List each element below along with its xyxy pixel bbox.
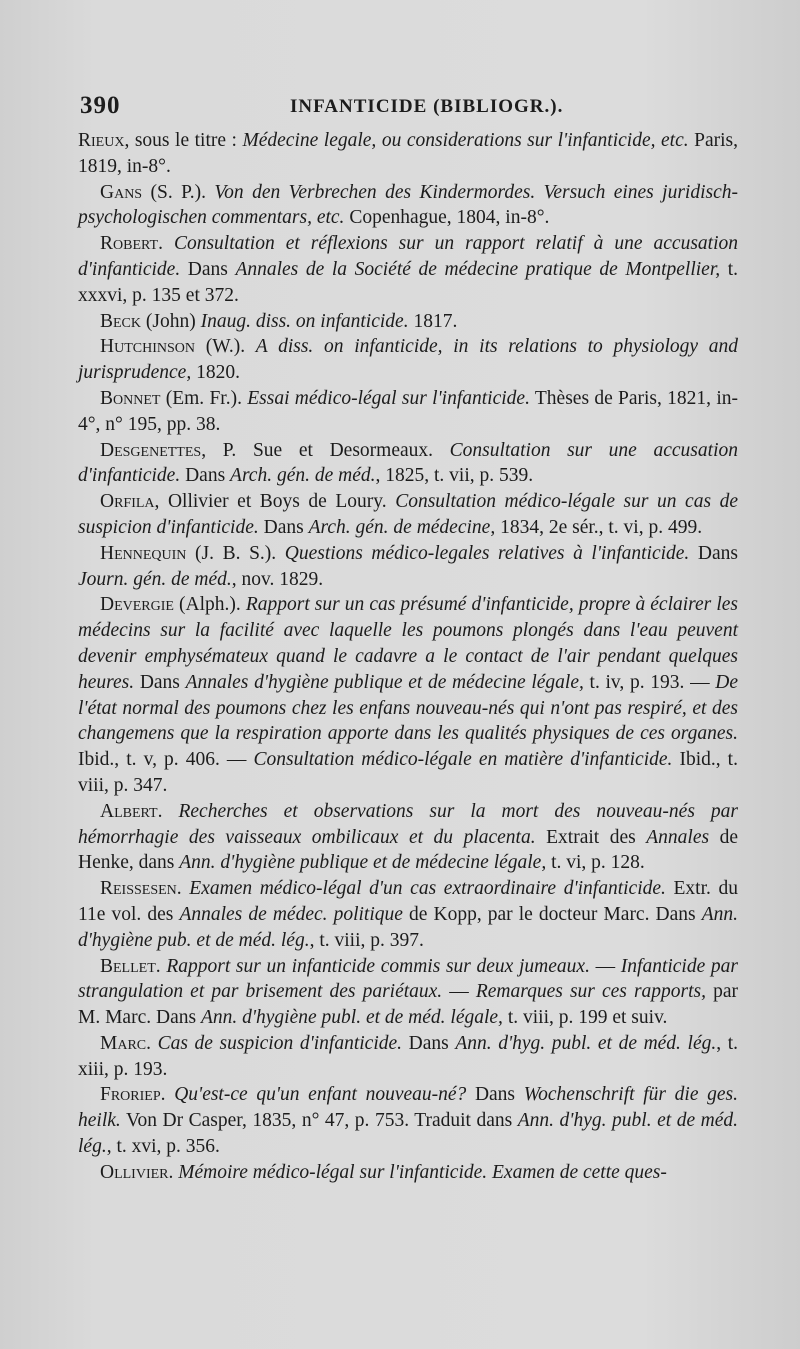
bibliography-entry — [78, 954, 738, 1031]
entry-text: 1820. — [191, 362, 240, 384]
entry-title-text: Remarques sur ces rapports, — [475, 981, 706, 1003]
entry-text: Copenhague, 1804, in-8°. — [344, 207, 550, 229]
entry-text: Ibid., t. viii, p. 347. — [78, 749, 738, 796]
entry-title-text: Arch. gén. de méd. — [230, 465, 376, 487]
entry-title-text: Journ. gén. de méd. — [78, 568, 232, 590]
entry-text: (S. P.). — [142, 181, 215, 203]
entry-text: t. vi, p. 128. — [546, 852, 645, 874]
entry-text: , t. xvi, p. 356. — [106, 1136, 220, 1158]
entry-author: Bonnet — [100, 387, 161, 409]
entry-title-text: Questions médico-legales relatives à l'infanticide. — [284, 542, 690, 564]
entry-text: , t. xiii, p. 193. — [78, 1032, 739, 1080]
bibliography-entry — [78, 231, 738, 308]
entry-title-text: Ann. d'hygiène publique et de médecine légale, — [179, 852, 547, 874]
bibliography-entry — [78, 334, 738, 386]
entry-text: Dans — [466, 1084, 524, 1106]
entry-text: t. iv, p. 193. — — [583, 671, 716, 693]
entry-title-text: Inaug. diss. on infanticide. — [200, 310, 409, 332]
entry-title-text: Ann. d'hygiène pub. et de méd. lég. — [78, 903, 738, 951]
entry-text: . — [157, 800, 179, 822]
entry-text: Dans — [402, 1032, 456, 1054]
entry-author: Desgenettes — [100, 439, 202, 461]
entry-text: Extr. du 11e vol. des — [78, 878, 739, 925]
entry-text: , P. Sue et Desormeaux. — [201, 439, 450, 461]
entry-author: Devergie — [100, 594, 174, 616]
bibliography-entry — [78, 438, 738, 490]
entry-title-text: Consultation médico-légale en matière d'infanticide. — [253, 749, 673, 771]
entry-title-text: Cas de suspicion d'infanticide. — [157, 1032, 403, 1054]
entry-text: (Em. Fr.). — [160, 387, 248, 409]
entry-title-text: Infanticide par strangulation et par brisement des pariétaux. — [78, 955, 739, 1003]
entry-title-text: Essai médico-légal sur l'infanticide. — [247, 387, 530, 409]
bibliography-entry — [78, 876, 738, 953]
entry-author: Gans — [100, 181, 143, 203]
entry-author: Orfila — [100, 491, 155, 513]
page-number: 390 — [80, 92, 121, 119]
bibliography-entry — [78, 541, 738, 593]
entry-text: Dans — [180, 258, 236, 280]
entry-author: Albert — [100, 800, 158, 822]
entry-author: Beck — [100, 310, 142, 332]
bibliography-entry — [78, 592, 738, 798]
entry-title-text: Annales de médec. politique — [179, 903, 403, 925]
entry-author: Ollivier — [100, 1161, 169, 1183]
bibliography-entry — [78, 1160, 738, 1186]
entry-text: t. xxxvi, p. 135 et 372. — [78, 258, 739, 306]
entry-text: de Kopp, par le docteur Marc. Dans — [402, 903, 702, 925]
entry-title-text: Consultation médico-légale sur un cas de suspicion d'infanticide. — [78, 491, 738, 538]
entry-text: de Henke, dans — [78, 826, 738, 874]
entry-author: Reissesen — [100, 878, 177, 900]
entry-text: , Ollivier et Boys de Loury. — [154, 491, 396, 513]
entry-title-text: Ann. d'hyg. publ. et de méd. lég. — [455, 1032, 717, 1054]
entry-text: . — [176, 878, 190, 900]
entry-text: , nov. 1829. — [231, 568, 324, 590]
entry-title-text: Ann. d'hygiène publ. et de méd. légale, — [200, 1007, 503, 1029]
entry-title-text: Annales d'hygiène publique et de médecine légale, — [185, 671, 584, 693]
entry-text: (J. B. S.). — [186, 542, 285, 564]
entry-text: Von Dr Casper, 1835, n° 47, p. 753. Traduit dans — [120, 1110, 518, 1132]
bibliography-entry — [78, 1082, 738, 1159]
entry-text: Dans — [689, 542, 738, 564]
entry-title-text: Médecine legale, ou considerations sur l'infanticide, etc. — [242, 130, 689, 151]
entry-title-text: De l'état normal des poumons chez les enfans nouveau-nés qui n'ont pas respiré, et des changemens que la respiration apporte dans les qualités physiques de ces organes. — [78, 671, 738, 745]
entry-title-text: Arch. gén. de médecine, — [308, 516, 496, 538]
entry-text: Dans — [258, 516, 309, 538]
entry-title-text: Ann. d'hyg. publ. et de méd. lég. — [78, 1110, 738, 1158]
entry-text: (W.). — [194, 336, 256, 358]
entry-text: , sous le titre : — [124, 130, 243, 151]
entry-author: Rieux — [78, 130, 125, 151]
entry-text: (Alph.). — [173, 594, 246, 616]
entry-text: 1834, 2e sér., t. vi, p. 499. — [495, 516, 703, 538]
entry-title-text: Qu'est-ce qu'un enfant nouveau-né? — [174, 1084, 467, 1106]
entry-title-text: Recherches et observations sur la mort des nouveau-nés par hémorrhagie des vaisseaux ombilicaux et du placenta. — [78, 800, 739, 848]
entry-title-text: Rapport sur un cas présumé d'infanticide, propre à éclairer les médecins sur la facilité avec laquelle les poumons plongés dans l'eau peuvent devenir emphysémateux quand le cadavre a le contact de l'air pendant quelques heures. — [78, 594, 738, 693]
entry-text: , t. viii, p. 397. — [309, 929, 424, 951]
bibliography-entry — [78, 386, 738, 438]
entry-text: Dans — [134, 671, 186, 693]
entry-text: Dans — [180, 465, 231, 487]
running-title: INFANTICIDE (BIBLIOGR.). — [290, 96, 564, 117]
entry-text: (John) — [141, 310, 201, 332]
entry-author: Hennequin — [100, 542, 187, 564]
bibliography-entry — [78, 799, 738, 876]
entry-text: , 1825, t. vii, p. 539. — [375, 465, 534, 487]
entry-text: . — [160, 1084, 175, 1106]
entry-author: Hutchinson — [100, 336, 195, 358]
bibliography-entry — [78, 128, 738, 180]
entry-text: . — [146, 1032, 158, 1054]
entry-text: t. viii, p. 199 et suiv. — [502, 1007, 668, 1029]
page-header — [80, 92, 740, 122]
entry-text: . — [168, 1161, 179, 1183]
entry-title-text: Wochenschrift für die ges. heilk. — [78, 1084, 739, 1132]
entry-text: — — [442, 981, 476, 1003]
bibliography-entry — [78, 309, 738, 335]
entry-text: Extrait des — [535, 826, 647, 848]
entry-text: Thèses de Paris, 1821, in-4°, n° 195, pp. 38. — [78, 387, 738, 435]
entry-text: Ibid., t. v, p. 406. — — [78, 749, 254, 771]
bibliography-entry — [78, 180, 738, 232]
bibliography-list — [78, 128, 738, 1186]
bibliography-entry — [78, 1031, 738, 1083]
entry-title-text: A diss. on infanticide, in its relations to physiology and jurisprudence, — [78, 336, 738, 384]
entry-title-text: Von den Verbrechen des Kindermordes. Versuch eines juridisch-psychologischen commentars, etc. — [78, 181, 738, 229]
bibliography-entry — [78, 489, 738, 541]
entry-text: 1817. — [408, 310, 458, 332]
entry-author: Bellet — [100, 955, 156, 977]
entry-author: Froriep — [100, 1084, 161, 1106]
entry-author: Robert — [100, 233, 159, 255]
entry-title-text: Rapport sur un infanticide commis sur deux jumeaux. — [166, 955, 590, 977]
entry-title-text: Consultation et réflexions sur un rapport relatif à une accusation d'infanticide. — [78, 233, 738, 280]
entry-text: — — [589, 955, 621, 977]
entry-title-text: Annales — [646, 826, 710, 848]
entry-title-text: Annales de la Société de médecine pratique de Montpellier, — [235, 258, 721, 280]
entry-text: . — [158, 233, 174, 255]
entry-text: par M. Marc. Dans — [78, 981, 738, 1029]
entry-title-text: Consultation sur une accusation d'infanticide. — [78, 439, 738, 487]
entry-text: Paris, 1819, in-8°. — [78, 130, 738, 177]
entry-title-text: Examen médico-légal d'un cas extraordinaire d'infanticide. — [189, 878, 666, 900]
entry-title-text: Mémoire médico-légal sur l'infanticide. Examen de cette ques- — [178, 1161, 667, 1183]
entry-text: . — [155, 955, 167, 977]
entry-author: Marc — [100, 1032, 147, 1054]
